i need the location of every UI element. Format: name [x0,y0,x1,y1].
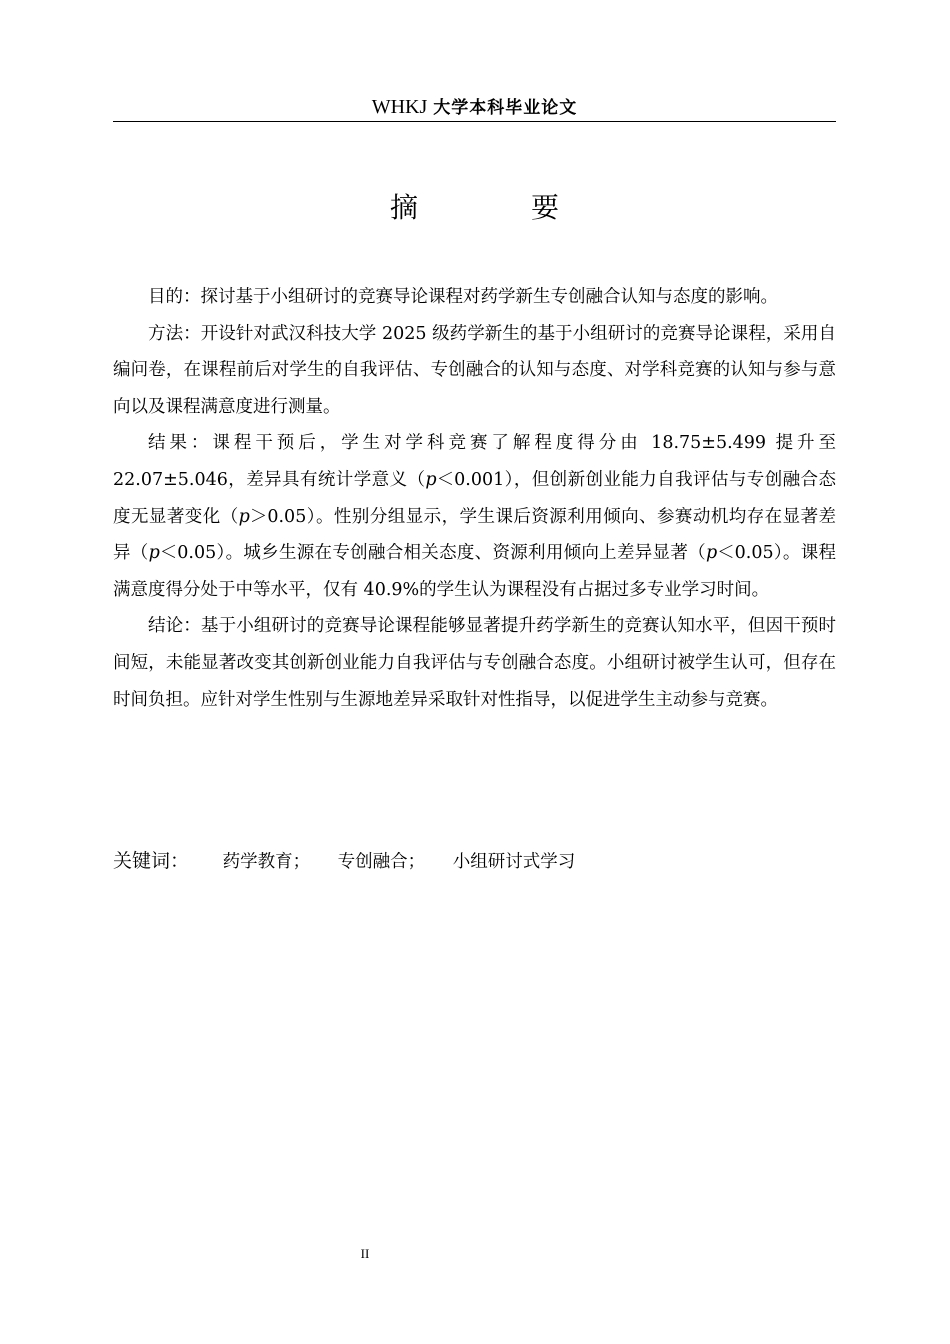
page-number: II [360,1246,370,1261]
keywords-label: 关键词： [113,850,190,872]
running-header [113,94,836,120]
abstract-objective-paragraph: 目的：探讨基于小组研讨的竞赛导论课程对药学新生专创融合认知与态度的影响。 [148,287,778,307]
page-title: 摘 要 [390,191,611,224]
keyword-item: 专创融合； [337,852,426,872]
keyword-item: 小组研讨式学习 [452,852,576,872]
header-title: 大学本科毕业论文 [433,98,578,118]
header-school-code: WHKJ [371,96,428,118]
abstract-conclusion-paragraph: 结论：基于小组研讨的竞赛导论课程能够显著提升药学新生的竞赛认知水平，但因干预时间短，未能显著改变其创新创业能力自我评估与专创融合态度。小组研讨被学生认可，但存在时间负担。应针对学生性别与生源地差异采取针对性指导，以促进学生主动参与竞赛。 [113,616,836,710]
abstract-results-paragraph: 结果：课程干预后，学生对学科竞赛了解程度得分由 18.75±5.499 提升至 22.07±5.046，差异具有统计学意义（p＜0.001），但创新创业能力自我评估与专创融合态度无显著变化（p＞0.05）。性别分组显示，学生课后资源利用倾向、参赛动机均存在显著差异（p＜0.05）。城乡生源在专创融合相关态度、资源利用倾向上差异显著（p＜0.05）。课程满意度得分处于中等水平，仅有 40.9%的学生认为课程没有占据过多专业学习时间。 [113,433,837,600]
abstract-methods-paragraph: 方法：开设针对武汉科技大学 2025 级药学新生的基于小组研讨的竞赛导论课程，采用自编问卷，在课程前后对学生的自我评估、专创融合的认知与态度、对学科竞赛的认知与参与意向以及课程满意度进行测量。 [113,323,836,417]
keywords-line [113,845,836,878]
keyword-item: 药学教育； [222,852,311,872]
header-divider [113,121,836,122]
abstract-body [113,279,836,718]
